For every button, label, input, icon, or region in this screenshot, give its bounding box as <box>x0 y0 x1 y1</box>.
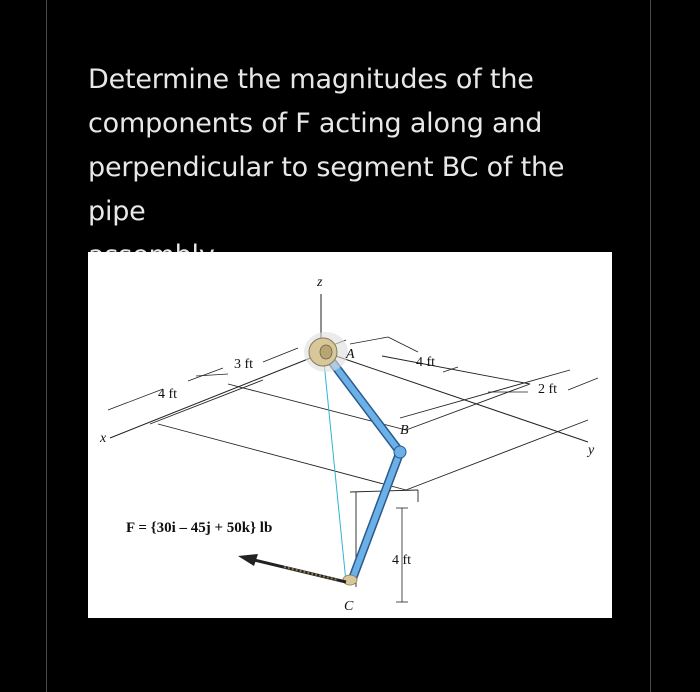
z-axis-label: z <box>317 275 323 290</box>
dim-3ft: 3 ft <box>234 357 254 372</box>
y-axis-label: y <box>588 443 595 458</box>
pipe-assembly-diagram <box>88 252 612 618</box>
dim-2ft: 2 ft <box>538 382 558 397</box>
x-axis <box>110 355 318 438</box>
right-frame-line <box>650 0 651 692</box>
question-text <box>88 58 628 278</box>
force-arrow <box>238 554 346 582</box>
dim-4ft-z: 4 ft <box>392 553 412 568</box>
flange-a <box>304 332 348 372</box>
dim-4ft-y: 4 ft <box>416 355 436 370</box>
reference-plane-lines <box>150 356 588 587</box>
force-line-of-action <box>324 362 346 582</box>
pipe <box>326 354 406 580</box>
point-c-label: C <box>344 599 354 614</box>
y-axis <box>333 355 588 442</box>
question-line-1: Determine the magnitudes of the <box>88 64 534 95</box>
x-axis-label: x <box>100 431 107 446</box>
dimension-lines <box>108 337 598 602</box>
question-line-3: perpendicular to segment BC of the pipe <box>88 152 565 227</box>
elbow-b <box>394 446 406 458</box>
dim-4ft-x: 4 ft <box>158 387 178 402</box>
pipe-assembly-figure <box>88 252 612 618</box>
point-b-label: B <box>400 423 409 438</box>
fitting-c <box>343 575 357 585</box>
question-line-2: components of F acting along and <box>88 108 543 139</box>
left-frame-line <box>46 0 47 692</box>
point-a-label: A <box>346 347 355 362</box>
force-equation: F = {30i – 45j + 50k} lb <box>126 520 273 536</box>
